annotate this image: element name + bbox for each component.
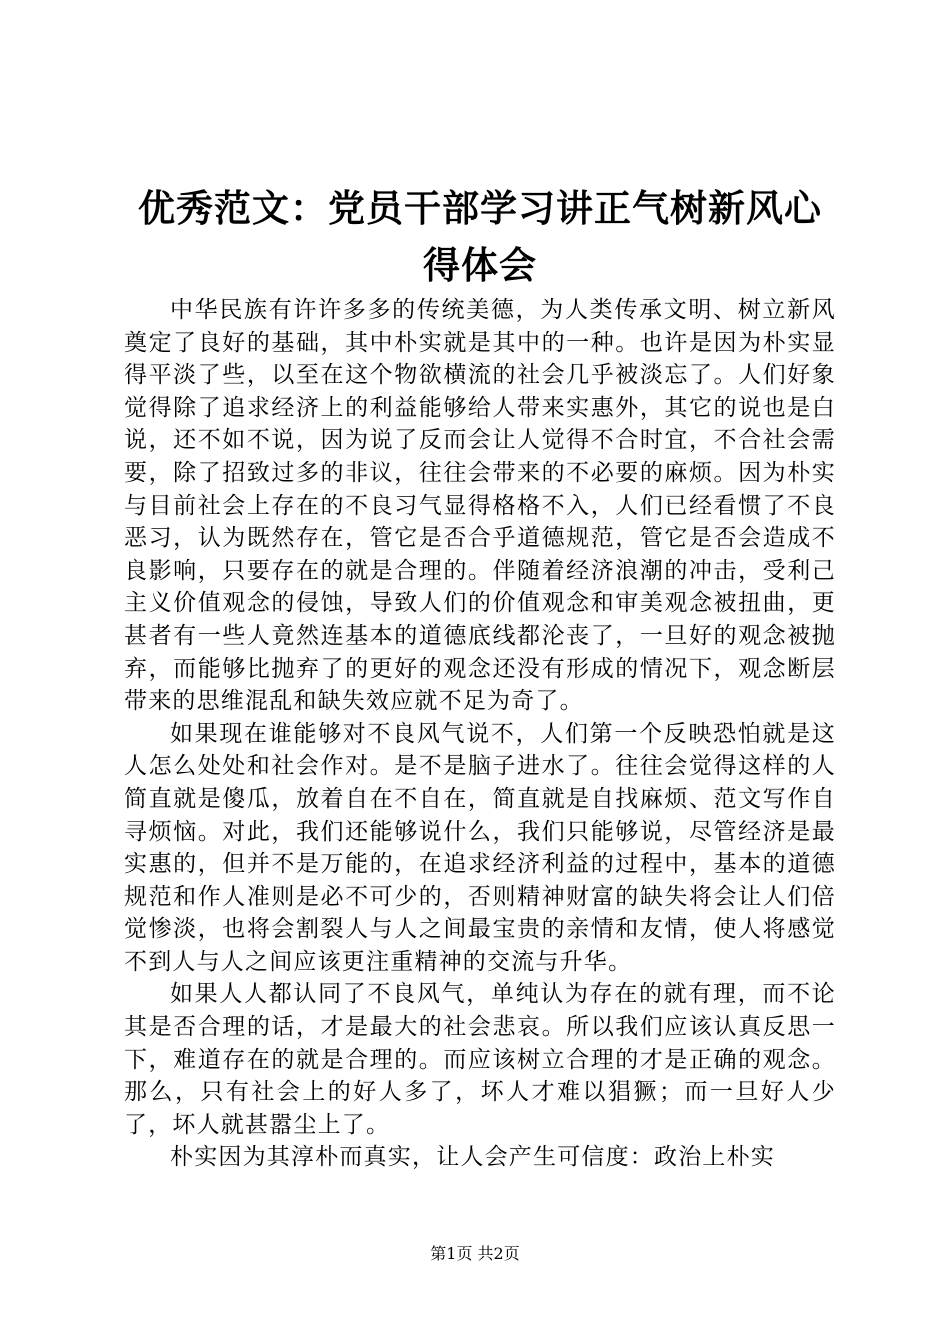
paragraph: 如果人人都认同了不良风气，单纯认为存在的就有理，而不论其是否合理的话，才是最大的社会悲哀。所以我们应该认真反思一下，难道存在的就是合理的。而应该树立合理的才是正确的观念。那么，只有社会上的好人多了，坏人才难以猖獗；而一旦好人少了，坏人就甚嚣尘上了。: [124, 981, 836, 1138]
paragraph: 朴实因为其淳朴而真实，让人会产生可信度：政治上朴实: [170, 1144, 775, 1171]
paragraph: 中华民族有许许多多的传统美德，为人类传承文明、树立新风奠定了良好的基础，其中朴实就是其中的一种。也许是因为朴实显得平淡了些，以至在这个物欲横流的社会几乎被淡忘了。人们好象觉得除了追求经济上的利益能够给人带来实惠外，其它的说也是白说，还不如不说，因为说了反而会让人觉得不合时宜，不合社会需要，除了招致过多的非议，往往会带来的不必要的麻烦。因为朴实与目前社会上存在的不良习气显得格格不入，人们已经看惯了不良恶习，认为既然存在，管它是否合乎道德规范，管它是否会造成不良影响，只要存在的就是合理的。伴随着经济浪潮的冲击，受利己主义价值观念的侵蚀，导致人们的价值观念和审美观念被扭曲，更甚者有一些人竟然连基本的道德底线都沦丧了，一旦好的观念被抛弃，而能够比抛弃了的更好的观念还没有形成的情况下，观念断层带来的思维混乱和缺失效应就不足为奇了。: [124, 297, 836, 715]
document-body: [124, 294, 836, 1174]
page-number-footer: 第1页 共2页: [430, 1244, 520, 1263]
document-title: 优秀范文：党员干部学习讲正气树新风心得体会: [138, 187, 822, 287]
paragraph: 如果现在谁能够对不良风气说不，人们第一个反映恐怕就是这人怎么处处和社会作对。是不是脑子进水了。往往会觉得这样的人简直就是傻瓜，放着自在不自在，简直就是自找麻烦、范文写作自寻烦恼。对此，我们还能够说什么，我们只能够说，尽管经济是最实惠的，但并不是万能的，在追求经济利益的过程中，基本的道德规范和作人准则是必不可少的，否则精神财富的缺失将会让人们倍觉惨淡，也将会割裂人与人之间最宝贵的亲情和友情，使人将感觉不到人与人之间应该更注重精神的交流与升华。: [124, 720, 836, 975]
